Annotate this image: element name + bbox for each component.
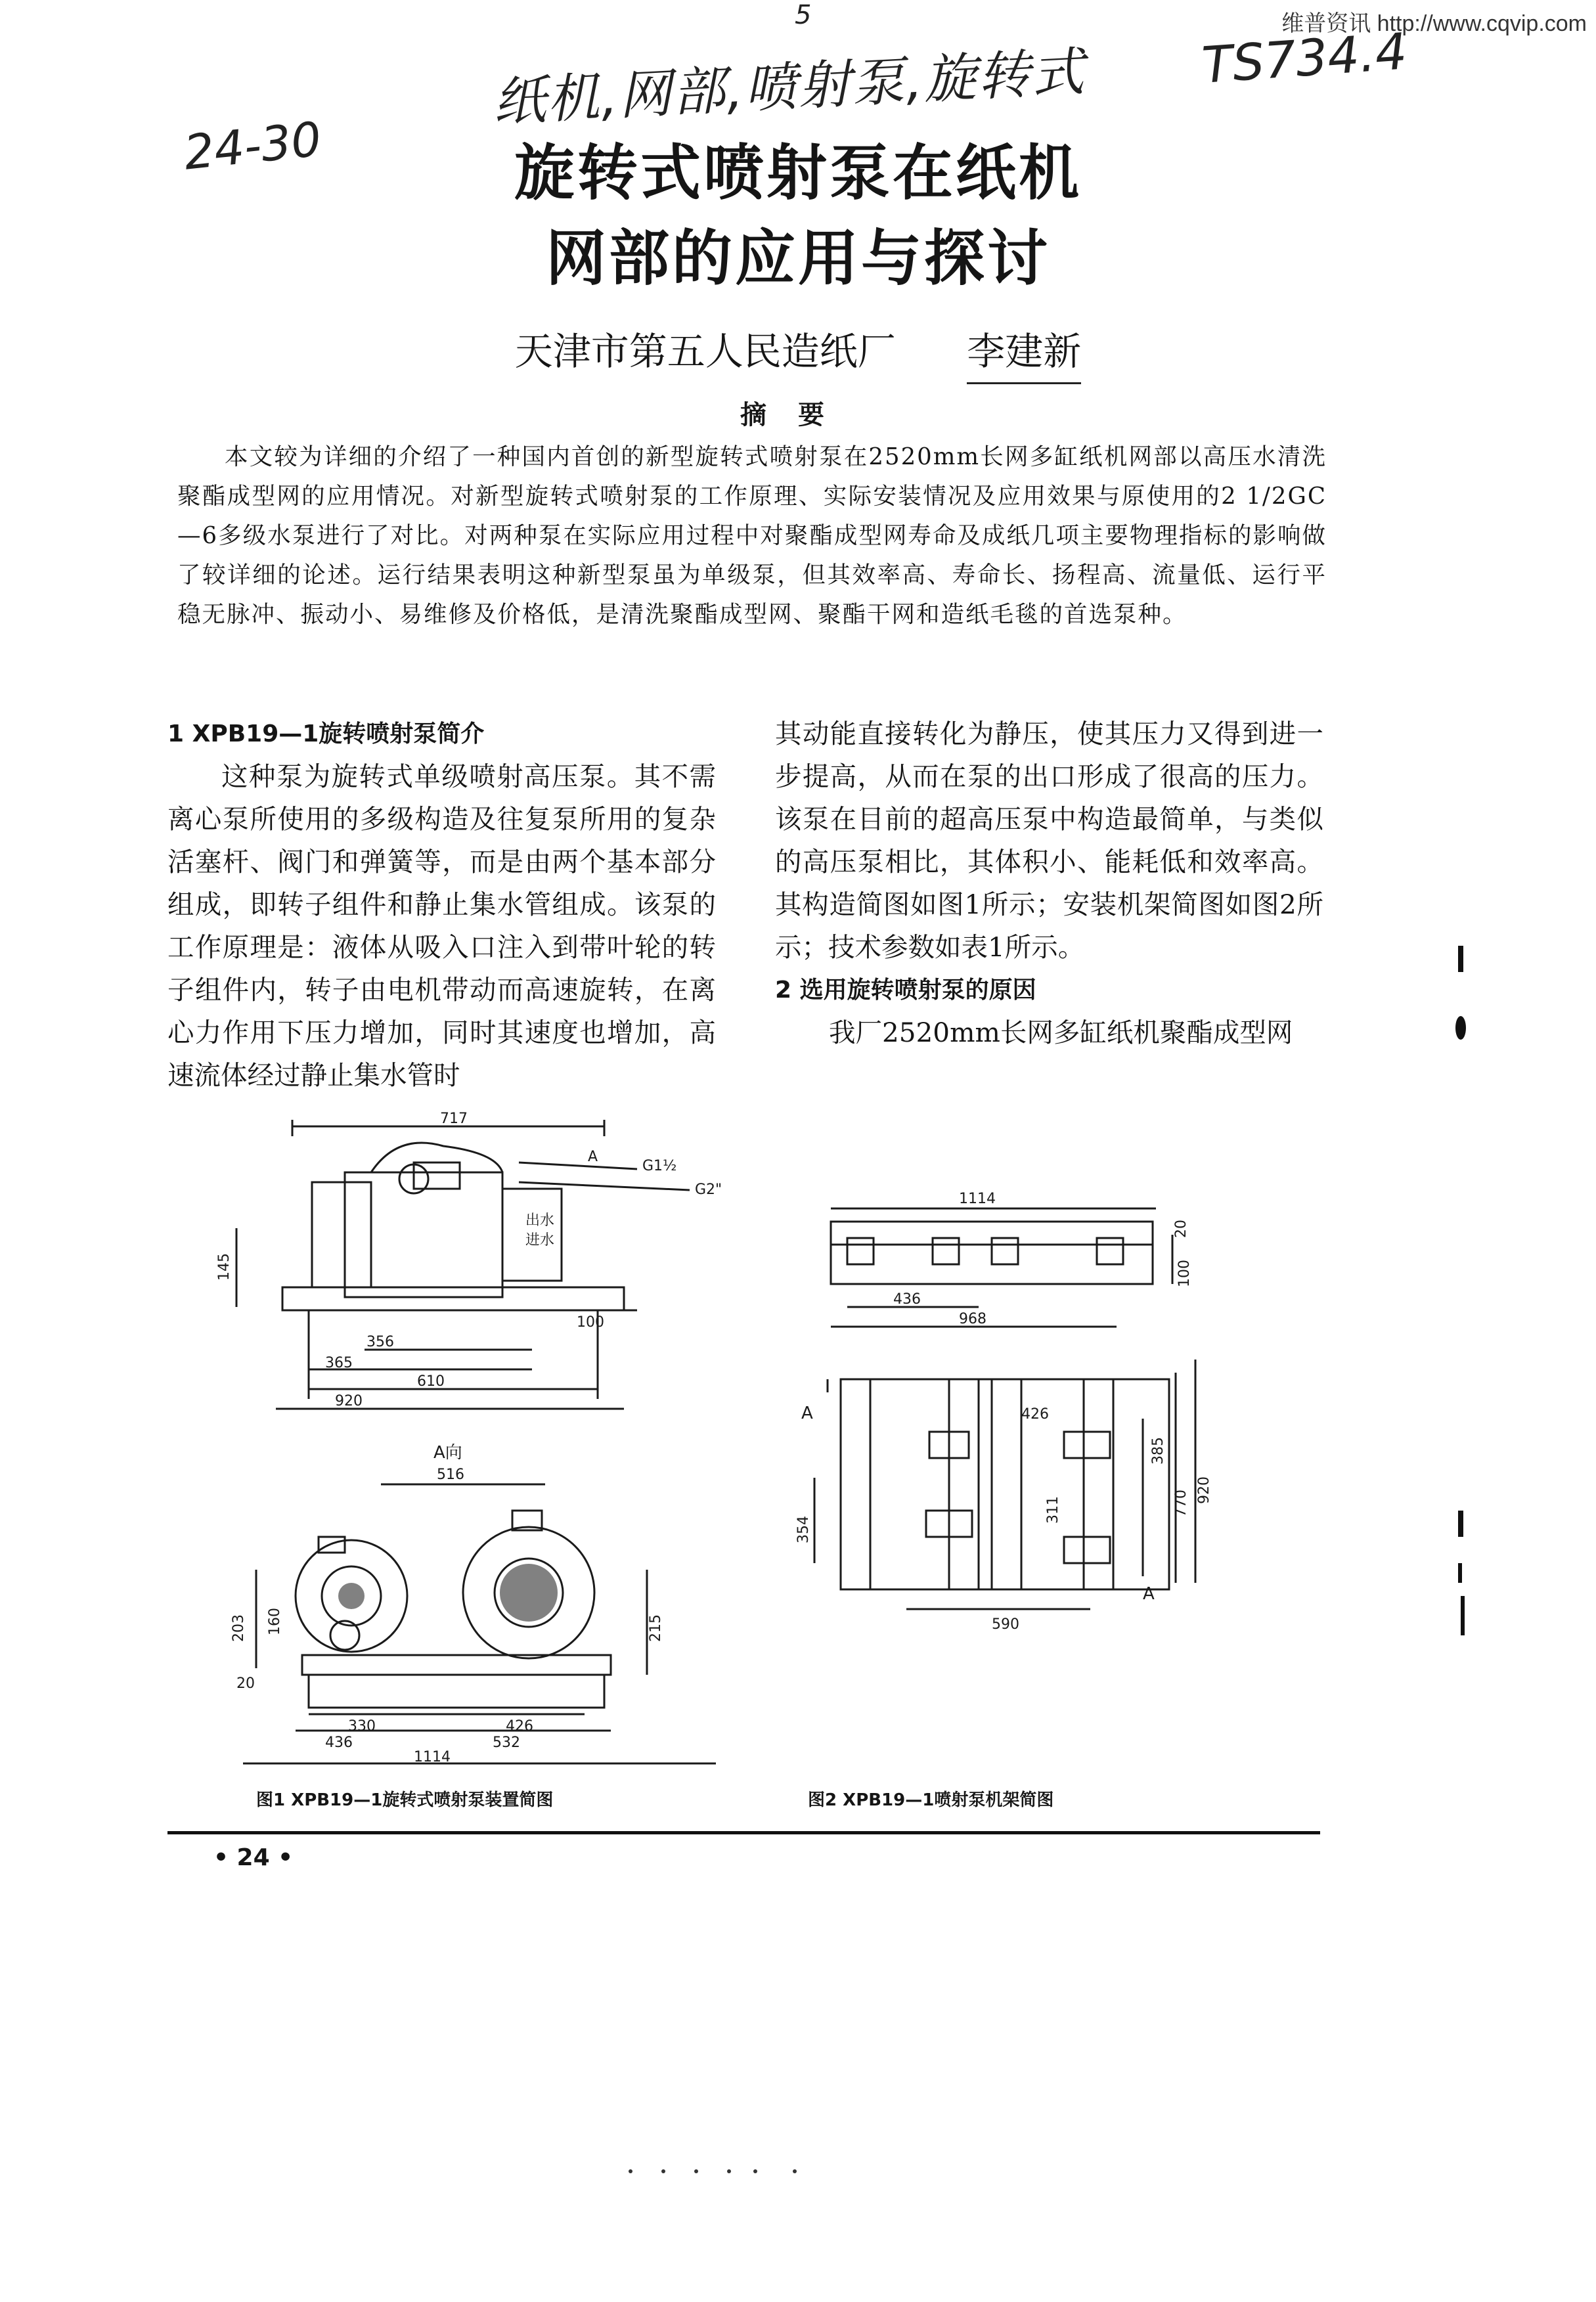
fig1-dim-1114: 1114 <box>414 1749 451 1765</box>
fig1-dim-516: 516 <box>437 1467 464 1483</box>
fig1-dim-920: 920 <box>335 1393 363 1409</box>
fig2-dim-968: 968 <box>959 1311 986 1327</box>
fig1-view-a: A向 <box>433 1443 462 1463</box>
fig1-label-a: A <box>588 1149 598 1165</box>
handwritten-class-number: TS734.4 <box>1200 22 1409 95</box>
figure-2-caption: 图2 XPB19—1喷射泵机架简图 <box>808 1790 1054 1810</box>
section-2-paragraph: 我厂2520mm长网多缸纸机聚酯成型网 <box>829 1017 1293 1048</box>
fig1-dim-356: 356 <box>366 1334 394 1350</box>
fig1-dim-610: 610 <box>417 1373 445 1390</box>
fig2-dim-20: 20 <box>1173 1220 1189 1238</box>
handwritten-keywords: 纸机,网部,喷射泵,旋转式 <box>491 41 1087 133</box>
fig2-dim-385: 385 <box>1150 1437 1166 1465</box>
fig2-dim-920: 920 <box>1196 1476 1212 1504</box>
author-name: 李建新 <box>967 321 1081 384</box>
figure-1-caption: 图1 XPB19—1旋转式喷射泵装置简图 <box>256 1790 554 1810</box>
fig2-label-a-bottom: A <box>1143 1584 1155 1604</box>
fig1-dim-160: 160 <box>267 1608 283 1635</box>
right-column <box>775 713 1323 1054</box>
figure-2-drawing <box>795 1182 1274 1655</box>
fig1-dim-365: 365 <box>325 1355 353 1371</box>
fig1-dim-436: 436 <box>325 1735 353 1751</box>
affiliation: 天津市第五人民造纸厂 <box>514 329 896 374</box>
scan-speckles <box>624 2167 821 2175</box>
fig1-dim-330: 330 <box>348 1718 376 1735</box>
fig1-label-outlet: 出水 <box>525 1212 555 1229</box>
fig1-label-g1: G1½ <box>642 1158 677 1174</box>
fig1-dim-100: 100 <box>577 1314 604 1331</box>
page-number: • 24 • <box>213 1844 294 1871</box>
section-1-paragraph: 这种泵为旋转式单级喷射高压泵。其不需离心泵所使用的多级构造及往复泵所用的复杂活塞杆、阀门和弹簧等，而是由两个基本部分组成，即转子组件和静止集水管组成。该泵的工作原理是：液体从吸入口注入到带叶轮的转子组件内，转子由电机带动而高速旋转，在离心力作用下压力增加，同时其速度也增加，高速流体经过静止集水管时 <box>167 761 716 1091</box>
fig2-dim-590: 590 <box>992 1616 1019 1633</box>
fig1-dim-20: 20 <box>236 1675 255 1692</box>
title-line-2: 网部的应用与探讨 <box>545 223 1050 294</box>
section-1-heading: 1 XPB19—1旋转喷射泵简介 <box>167 720 485 747</box>
section-2-heading: 2 选用旋转喷射泵的原因 <box>775 977 1036 1004</box>
abstract-heading: 摘要 <box>740 400 856 430</box>
section-1-paragraph-continued: 其动能直接转化为静压，使其压力又得到进一步提高，从而在泵的出口形成了很高的压力。该泵在目前的超高压泵中构造最简单，与类似的高压泵相比，其体积小、能耗低和效率高。其构造简图如图1所示；安装机架简图如图2所示；技术参数如表1所示。 <box>775 718 1323 963</box>
byline <box>0 321 1596 384</box>
fig1-dim-215: 215 <box>648 1614 664 1642</box>
source-watermark: 维普资讯 http://www.cqvip.com <box>1281 11 1587 36</box>
fig2-dim-100: 100 <box>1176 1260 1193 1287</box>
fig2-dim-436: 436 <box>893 1291 921 1308</box>
footer-rule <box>167 1831 1320 1834</box>
fig2-dim-426: 426 <box>1021 1406 1049 1423</box>
title-line-1: 旋转式喷射泵在纸机 <box>514 138 1082 208</box>
fig2-dim-311: 311 <box>1045 1496 1061 1524</box>
handwritten-page-ref: 24-30 <box>181 111 324 181</box>
fig1-label-inlet: 进水 <box>525 1232 555 1249</box>
fig1-dim-532: 532 <box>493 1735 520 1751</box>
fig2-dim-1114: 1114 <box>959 1191 996 1207</box>
handwritten-mark: 5 <box>795 0 812 30</box>
abstract-text: 本文较为详细的介绍了一种国内首创的新型旋转式喷射泵在2520mm长网多缸纸机网部以高压水清洗聚酯成型网的应用情况。对新型旋转式喷射泵的工作原理、实际安装情况及应用效果与原使用的2 1/2GC—6多级水泵进行了对比。对两种泵在实际应用过程中对聚酯成型网寿命及成纸几项主要物理指标的影响做了较详细的论述。运行结果表明这种新型泵虽为单级泵，但其效率高、寿命长、扬程高、流量低、运行平稳无脉冲、振动小、易维修及价格低，是清洗聚酯成型网、聚酯干网和造纸毛毯的首选泵种。 <box>177 443 1327 628</box>
fig2-label-a-top: A <box>801 1404 813 1423</box>
fig1-dim-717: 717 <box>440 1111 468 1127</box>
fig1-label-g2: G2" <box>695 1182 722 1198</box>
fig1-dim-426: 426 <box>506 1718 533 1735</box>
fig2-dim-770: 770 <box>1173 1490 1189 1517</box>
fig2-dim-354: 354 <box>795 1516 812 1543</box>
left-column <box>167 713 716 1097</box>
figure-1-drawing <box>217 1110 755 1780</box>
fig1-dim-203: 203 <box>231 1614 247 1642</box>
margin-scan-marks <box>1445 933 1484 1655</box>
fig1-dim-145: 145 <box>216 1253 233 1281</box>
